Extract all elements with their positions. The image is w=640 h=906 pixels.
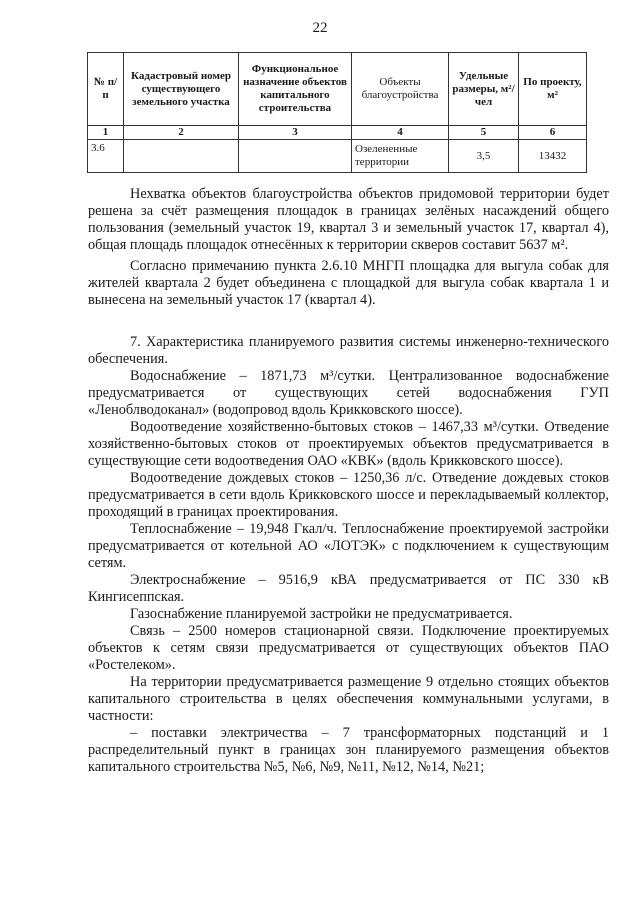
cell-num: 3.6 — [88, 140, 124, 173]
col-number: 1 — [88, 126, 124, 140]
page-number: 22 — [312, 20, 328, 36]
body-text — [88, 186, 609, 776]
header-function: Функциональное назначение объектов капитального строительства — [239, 53, 352, 126]
col-number: 6 — [519, 126, 587, 140]
paragraph: Водоотведение хозяйственно-бытовых стоков – 1467,33 м³/сутки. Отведение хозяйственно-бытовых стоков от проектируемых объектов предусматривается в существующие сети водоотведения ОАО «КВК» (вдоль Крикковского шоссе). — [88, 419, 609, 469]
header-num: № п/п — [88, 53, 124, 126]
column-numbers-row — [88, 126, 587, 140]
col-number: 2 — [124, 126, 239, 140]
cell-specific: 3,5 — [449, 140, 519, 173]
col-number: 3 — [239, 126, 352, 140]
paragraph: Связь – 2500 номеров стационарной связи. Подключение проектируемых объектов к сетям связи предусматривается от существующих объектов ПАО «Ростелеком». — [88, 623, 609, 673]
list-item: – поставки электричества – 7 трансформаторных подстанций и 1 распределительный пункт в границах зон планируемого размещения объектов капитального строительства №5, №6, №9, №11, №12, №14, №21; — [88, 725, 609, 775]
cell-project: 13432 — [519, 140, 587, 173]
paragraph: Теплоснабжение – 19,948 Гкал/ч. Теплоснабжение проектируемой застройки предусматривается от котельной АО «ЛОТЭК» с подключением к существующим сетям. — [88, 521, 609, 571]
paragraph: Согласно примечанию пункта 2.6.10 МНГП площадка для выгула собак для жителей квартала 2 будет объединена с площадкой для выгула собак квартала 1 и вынесена на земельный участок 17 (квартал 4). — [88, 258, 609, 308]
paragraph: На территории предусматривается размещение 9 отдельно стоящих объектов капитального строительства в целях обеспечения коммунальными услугами, в частности: — [88, 674, 609, 724]
paragraph: Водоснабжение – 1871,73 м³/сутки. Централизованное водоснабжение предусматривается от существующих сетей водоснабжения ГУП «Леноблводоканал» (водопровод вдоль Крикковского шоссе). — [88, 368, 609, 418]
paragraph: Электроснабжение – 9516,9 кВА предусматривается от ПС 330 кВ Кингисеппская. — [88, 572, 609, 605]
col-number: 4 — [352, 126, 449, 140]
col-number: 5 — [449, 126, 519, 140]
cell-function — [239, 140, 352, 173]
paragraph: Водоотведение дождевых стоков – 1250,36 л/с. Отведение дождевых стоков предусматривается в сети вдоль Крикковского шоссе и перекладываемый коллектор, проходящий в границах проектирования. — [88, 470, 609, 520]
table-header-row — [88, 53, 587, 126]
paragraph: Нехватка объектов благоустройства объектов придомовой территории будет решена за счёт размещения площадок в границах зелёных насаждений общего пользования (земельный участок 19, квартал 3 и земельный участок 17, квартал 4), общая площадь площадок отнесённых к территории скверов составит 5637 м². — [88, 186, 609, 253]
header-objects: Объекты благоустройства — [352, 53, 449, 126]
table-row — [88, 140, 587, 173]
header-specific: Удельные размеры, м²/чел — [449, 53, 519, 126]
header-project: По проекту, м² — [519, 53, 587, 126]
section-heading: 7. Характеристика планируемого развития системы инженерно-технического обеспечения. — [88, 334, 609, 367]
header-cadastral: Кадастровый номер существующего земельного участка — [124, 53, 239, 126]
landscaping-table — [87, 52, 587, 173]
paragraph: Газоснабжение планируемой застройки не предусматривается. — [130, 606, 513, 622]
cell-cadastral — [124, 140, 239, 173]
cell-object: Озелененные территории — [352, 140, 449, 173]
